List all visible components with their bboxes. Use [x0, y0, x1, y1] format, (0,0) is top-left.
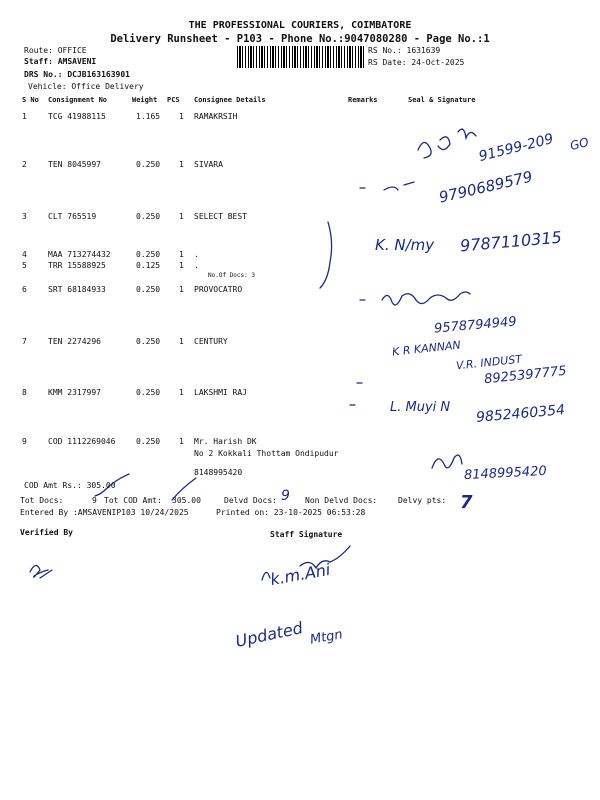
row-consignee: RAMAKRSIH: [194, 112, 238, 121]
runsheet-title: Delivery Runsheet - P103 - Phone No.:9047080280 - Page No.:1: [110, 33, 490, 45]
row-pcs: 1: [179, 337, 184, 346]
handwritten-phone: 9578794949: [433, 314, 518, 337]
row-weight: 0.250: [136, 388, 161, 397]
drs-number: DRS No.: DCJB163163901: [24, 70, 130, 79]
signature-stroke: [382, 292, 470, 305]
row-weight: 1.165: [136, 112, 161, 121]
row-pcs: 1: [179, 212, 184, 221]
row-consignee: .: [194, 250, 199, 259]
row-pcs: 1: [179, 285, 184, 294]
handwritten-signature: K. N/my: [375, 236, 435, 254]
row-consignment: TEN 8045997: [48, 160, 101, 169]
delvy-pts-label: Delvy pts:: [398, 496, 447, 505]
col-consignment: Consignment No: [48, 96, 108, 104]
row-sno: 2: [22, 160, 27, 169]
rs-date: RS Date: 24-Oct-2025: [368, 58, 465, 67]
no-of-docs: No.Of Docs: 3: [208, 272, 255, 279]
signature-stroke: [418, 129, 476, 158]
delvd-docs-label: Delvd Docs:: [224, 496, 277, 505]
staff-signature-label: Staff Signature: [270, 530, 343, 539]
row-weight: 0.250: [136, 212, 161, 221]
signature-stroke: [384, 182, 414, 190]
handwritten-delvd-count: 9: [281, 488, 290, 504]
row-sno: 1: [22, 112, 27, 121]
verified-by-label: Verified By: [20, 528, 73, 537]
tot-docs-value: 9: [92, 496, 97, 505]
handwritten-delvy-pts: 7: [460, 492, 473, 513]
row-pcs: 1: [179, 250, 184, 259]
handwritten-phone: 8148995420: [463, 463, 548, 484]
col-pcs: PCS: [167, 96, 180, 104]
row-pcs: 1: [179, 160, 184, 169]
tot-docs-label: Tot Docs:: [20, 496, 64, 505]
bracket-stroke: [320, 222, 332, 288]
handwritten-phone: 9787110315: [459, 227, 563, 256]
row-weight: 0.250: [136, 337, 161, 346]
row-pcs: 1: [179, 112, 184, 121]
row-sno: 6: [22, 285, 27, 294]
printed-on: Printed on: 23-10-2025 06:53:28: [216, 508, 366, 517]
handwritten-phone: 9790689579: [437, 167, 535, 207]
row-consignment: SRT 68184933: [48, 285, 106, 294]
company-title: THE PROFESSIONAL COURIERS, COIMBATORE: [188, 20, 412, 31]
row-sno: 4: [22, 250, 27, 259]
signature-stroke: [432, 455, 462, 468]
row-sno: 5: [22, 261, 27, 270]
col-weight: Weight: [132, 96, 158, 104]
row-consignee: LAKSHMI RAJ: [194, 388, 247, 397]
row-pcs: 1: [179, 261, 184, 270]
row-consignment: TEN 2274296: [48, 337, 101, 346]
row-sno: 8: [22, 388, 27, 397]
route-label: Route: OFFICE: [24, 46, 87, 55]
row-consignee: .: [194, 261, 199, 270]
row-consignment: COD 1112269046: [48, 437, 116, 446]
handwritten-name: V.R. INDUST: [455, 352, 523, 373]
handwritten-phone: 8925397775: [483, 363, 568, 388]
row-weight: 0.250: [136, 250, 161, 259]
handwritten-name: K R KANNAN: [391, 338, 462, 359]
row-consignee: PROVOCATRO: [194, 285, 243, 294]
row-sno: 9: [22, 437, 27, 446]
row-weight: 0.250: [136, 160, 161, 169]
col-remarks: Remarks: [348, 96, 378, 104]
row-consignee: CENTURY: [194, 337, 228, 346]
row-consignment: CLT 765519: [48, 212, 97, 221]
handwritten-note: GO: [568, 134, 591, 154]
row-pcs: 1: [179, 388, 184, 397]
row-consignment: KMM 2317997: [48, 388, 101, 397]
col-consignee: Consignee Details: [194, 96, 266, 104]
barcode: [237, 46, 365, 68]
row-consignee: SELECT BEST: [194, 212, 247, 221]
entered-by: Entered By :AMSAVENIP103 10/24/2025: [20, 508, 189, 517]
verified-signature: [30, 565, 52, 578]
row-weight: 0.250: [136, 437, 161, 446]
row-consignee: Mr. Harish DK: [194, 437, 257, 446]
remark-dash: [350, 188, 365, 405]
col-seal-signature: Seal & Signature: [408, 96, 476, 104]
row-weight: 0.250: [136, 285, 161, 294]
vehicle-label: Vehicle: Office Delivery: [28, 82, 144, 91]
col-sno: S No: [22, 96, 39, 104]
handwritten-phone: 91599-209: [477, 131, 556, 165]
staff-handwritten-signature: k.m.Ani: [268, 559, 332, 590]
consignee-phone: 8148995420: [194, 468, 243, 477]
row-weight: 0.125: [136, 261, 161, 270]
handwritten-note: Mtgn: [308, 627, 344, 648]
tot-cod-value: 305.00: [172, 496, 201, 505]
tot-cod-label: Tot COD Amt:: [104, 496, 162, 505]
row-sno: 7: [22, 337, 27, 346]
handwritten-signature: L. Muyi N: [390, 400, 451, 415]
row-consignment: TRR 15588925: [48, 261, 106, 270]
consignee-address: No 2 Kokkali Thottam Ondipudur: [194, 449, 339, 458]
row-pcs: 1: [179, 437, 184, 446]
staff-label: Staff: AMSAVENI: [24, 57, 97, 66]
rs-number: RS No.: 1631639: [368, 46, 441, 55]
handwritten-phone: 9852460354: [475, 402, 566, 426]
row-consignee: SIVARA: [194, 160, 223, 169]
cod-amount: COD Amt Rs.: 305.00: [24, 481, 116, 490]
handwritten-note: Updated: [233, 618, 305, 651]
row-sno: 3: [22, 212, 27, 221]
row-consignment: MAA 713274432: [48, 250, 111, 259]
row-consignment: TCG 41988115: [48, 112, 106, 121]
non-delvd-docs-label: Non Delvd Docs:: [305, 496, 378, 505]
